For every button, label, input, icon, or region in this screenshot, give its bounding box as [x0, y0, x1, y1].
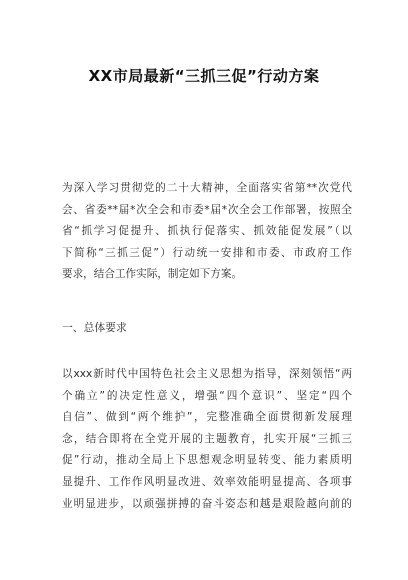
body-line: 以xxx新时代中国特色社会主义思想为指导，深刻领悟“两	[62, 368, 352, 380]
intro-paragraph	[62, 178, 352, 286]
body-line: 促”行动，推动全局上下思想观念明显转变、能力素质明	[62, 454, 352, 467]
intro-line: 要求，结合工作实际，制定如下方案。	[62, 268, 243, 281]
body-paragraph	[62, 364, 352, 515]
body-line: 个确立”的决定性意义，增强“四个意识”、坚定“四个	[62, 389, 352, 402]
body-line: 自信”、做到“两个维护”，完整准确全面贯彻新发展理	[62, 411, 352, 424]
intro-line: 为深入学习贯彻党的二十大精神，全面落实省第**次党代	[62, 182, 352, 194]
intro-line: 省“抓学习促提升、抓执行促落实、抓效能促发展”（以	[62, 225, 352, 238]
body-line: 念，结合即将在全党开展的主题教育，扎实开展“三抓三	[62, 432, 352, 445]
intro-line: 会、省委**届*次全会和市委*届*次全会工作部署，按照全	[62, 203, 352, 216]
intro-line: 下简称“三抓三促”）行动统一安排和市委、市政府工作	[62, 246, 352, 259]
section-heading: 一、总体要求	[62, 321, 127, 334]
document-title: XX市局最新“三抓三促”行动方案	[88, 67, 320, 85]
body-line: 业明显进步，以顽强拼搏的奋斗姿态和越是艰险越向前的	[62, 497, 352, 510]
body-line: 显提升、工作作风明显改进、效率效能明显提高、各项事	[62, 475, 352, 488]
